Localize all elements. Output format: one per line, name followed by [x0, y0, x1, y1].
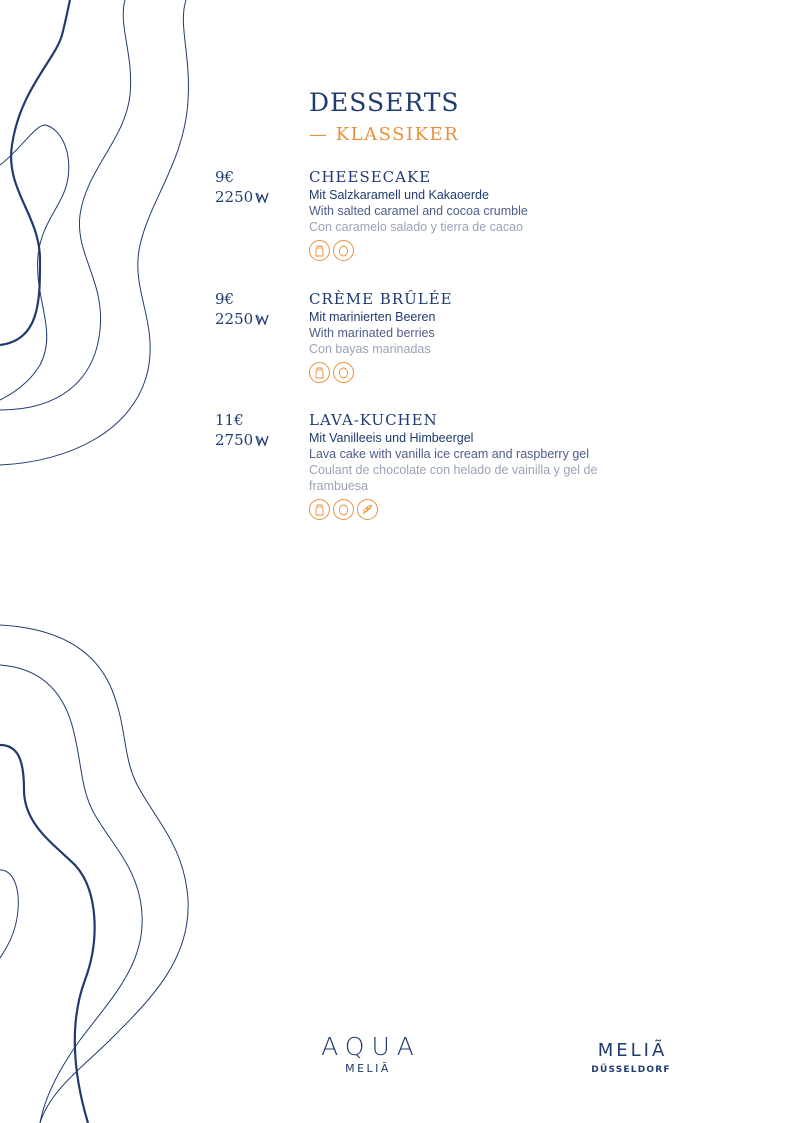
points-icon [255, 192, 269, 203]
price-block [215, 289, 295, 329]
points-price [215, 187, 295, 207]
description-english: Lava cake with vanilla ice cream and raspberry gel [309, 447, 589, 461]
dairy-icon [309, 362, 330, 383]
points-value: 2250 [215, 188, 254, 206]
gluten-icon [357, 499, 378, 520]
dish-name: LAVA-KUCHEN [309, 411, 438, 429]
dish-info [309, 410, 639, 520]
section-subtitle: — KLASSIKER [309, 124, 460, 145]
description-spanish: Con bayas marinadas [309, 342, 431, 356]
points-price [215, 430, 295, 450]
points-icon [255, 314, 269, 325]
aqua-melia-logo [309, 1033, 427, 1076]
points-value: 2750 [215, 431, 254, 449]
price: 9€ [215, 290, 235, 308]
description-english: With salted caramel and cocoa crumble [309, 204, 528, 218]
allergen-icons [309, 240, 639, 261]
allergen-icons [309, 499, 639, 520]
page-title: DESSERTS [309, 88, 460, 117]
allergen-icons [309, 362, 639, 383]
melia-dusseldorf-logo [586, 1040, 676, 1076]
points-price [215, 309, 295, 329]
dairy-icon [309, 240, 330, 261]
price: 9€ [215, 168, 235, 186]
dish-name: CRÈME BRÛLÉE [309, 290, 453, 308]
price-block [215, 410, 295, 450]
description-german: Mit Vanilleeis und Himbeergel [309, 431, 474, 445]
dish-info [309, 167, 639, 261]
aqua-logo-subtext: MELIÃ [345, 1062, 391, 1075]
dish-info [309, 289, 639, 383]
price: 11€ [215, 411, 244, 429]
description-english: With marinated berries [309, 326, 435, 340]
price-block [215, 167, 295, 207]
aqua-logo-text: AQUA [321, 1032, 421, 1061]
description-spanish: Coulant de chocolate con helado de vainilla y gel de frambuesa [309, 463, 598, 493]
dairy-icon [309, 499, 330, 520]
dish-name: CHEESECAKE [309, 168, 432, 186]
melia-logo-text: MELIÃ [597, 1040, 668, 1061]
description-german: Mit marinierten Beeren [309, 310, 436, 324]
melia-logo-subtext: DÜSSELDORF [591, 1065, 671, 1075]
description-german: Mit Salzkaramell und Kakaoerde [309, 188, 489, 202]
description-spanish: Con caramelo salado y tierra de cacao [309, 220, 524, 234]
egg-icon [333, 240, 354, 261]
points-icon [255, 435, 269, 446]
points-value: 2250 [215, 310, 254, 328]
egg-icon [333, 362, 354, 383]
egg-icon [333, 499, 354, 520]
